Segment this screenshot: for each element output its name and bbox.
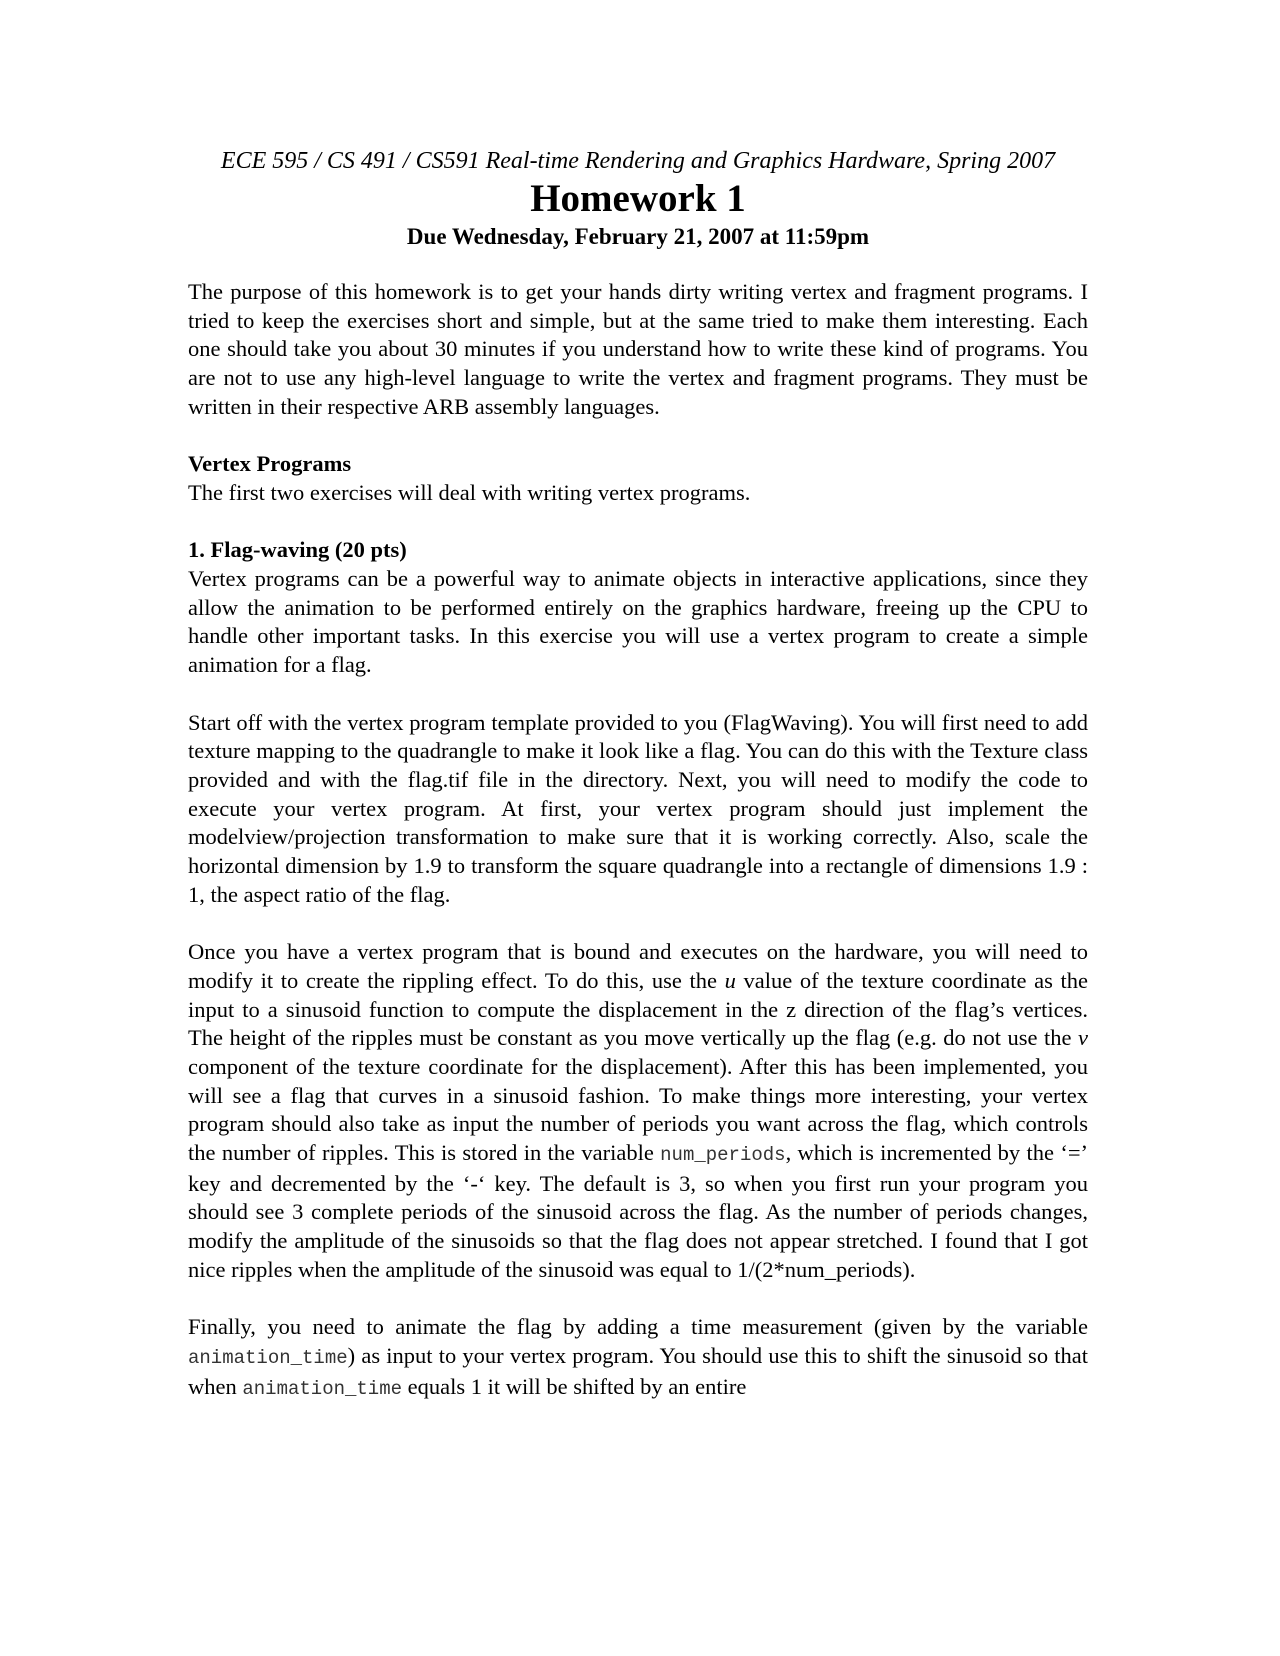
text-run: component of the texture coordinate for the displacement). After this has been implemented, you will see a flag that curves in a sinusoid fashion. To make things more interesting, your vertex program should also take as input the number of periods you want across the flag, which controls the number of ripples. This is stored in the variable [188, 1053, 1088, 1166]
text-run: equals 1 it will be shifted by an entire [402, 1373, 747, 1399]
variable-u: u [724, 967, 736, 993]
variable-v: v [1078, 1025, 1088, 1051]
code-animation-time: animation_time [188, 1346, 348, 1369]
exercise-1-paragraph-1: Vertex programs can be a powerful way to animate objects in interactive applications, since they allow the animation to be performed entirely on the graphics hardware, freeing up the CPU to handle other important tasks. In this exercise you will use a vertex program to create a simple animation for a flag. [188, 566, 1088, 678]
text-run: Finally, you need to animate the flag by adding a time measurement (given by the variable [188, 1314, 1088, 1340]
document-page [188, 146, 1088, 1432]
course-line: ECE 595 / CS 491 / CS591 Real-time Rendering and Graphics Hardware, Spring 2007 [220, 148, 1056, 174]
intro-paragraph: The purpose of this homework is to get your hands dirty writing vertex and fragment programs. I tried to keep the exercises short and simple, but at the same tried to make them interesting. Each one should take you about 30 minutes if you understand how to write these kind of programs. You are not to use any high-level language to write the vertex and fragment programs. They must be written in their respective ARB assembly languages. [188, 279, 1088, 419]
code-animation-time: animation_time [242, 1377, 403, 1400]
text-run: value of the texture coordinate as the input to a sinusoid function to compute the displacement in the z direction of the flag’s vertices. The height of the ripples must be constant as you move vertically up the flag (e.g. do not use the [188, 967, 1088, 1051]
exercise-1-paragraph-2: Start off with the vertex program template provided to you (FlagWaving). You will first need to add texture mapping to the quadrangle to make it look like a flag. You can do this with the Texture class provided and with the flag.tif file in the directory. Next, you will need to modify the code to execute your vertex program. At first, your vertex program should just implement the modelview/projection transformation to make sure that it is working correctly. Also, scale the horizontal dimension by 1.9 to transform the square quadrangle into a rectangle of dimensions 1.9 : 1, the aspect ratio of the flag. [188, 709, 1088, 907]
exercise-1-heading: 1. Flag-waving (20 pts) [188, 537, 407, 563]
exercise-1-paragraph-3 [188, 938, 1088, 1284]
due-date: Due Wednesday, February 21, 2007 at 11:59pm [406, 224, 870, 249]
text-run: ) as input to your vertex program. You should use this to shift the sinusoid so that when [188, 1342, 1088, 1399]
section-intro-vertex-programs: The first two exercises will deal with writing vertex programs. [188, 479, 751, 505]
text-run: Once you have a vertex program that is bound and executes on the hardware, you will need to modify it to create the rippling effect. To do this, use the [188, 939, 1088, 993]
text-run: , which is incremented by the ‘=’ key and decremented by the ‘-‘ key. The default is 3, so when you first run your program you should see 3 complete periods of the sinusoid across the flag. As the number of periods changes, modify the amplitude of the sinusoids so that the flag does not appear stretched. I found that I got nice ripples when the amplitude of the sinusoid was equal to 1/(2*num_periods). [188, 1140, 1088, 1282]
code-num-periods: num_periods [660, 1144, 786, 1167]
homework-title: Homework 1 [530, 177, 746, 220]
exercise-1-paragraph-4 [188, 1313, 1088, 1403]
section-heading-vertex-programs: Vertex Programs [188, 451, 352, 477]
